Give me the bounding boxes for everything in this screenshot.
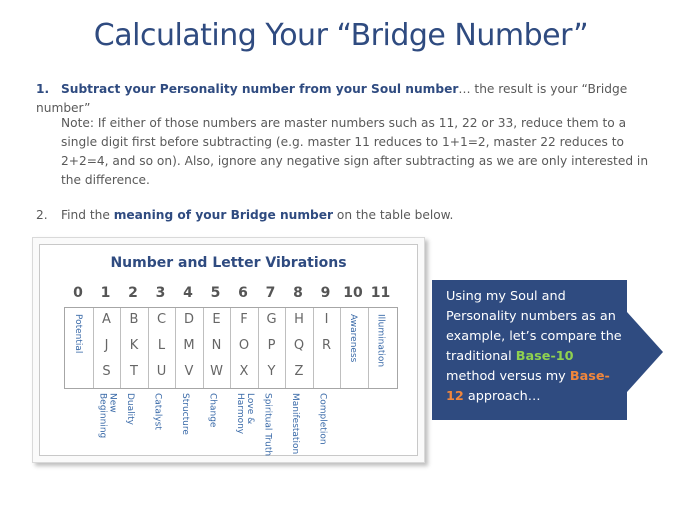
callout-base12: Base-12: [446, 369, 610, 404]
letter-X: X: [239, 364, 249, 379]
step-1-lead: Subtract your Personality number from your Soul number: [61, 82, 459, 96]
note-paragraph: Note: If either of those numbers are master numbers such as 11, 22 or 33, reduce them to a single digit first before subtracting (e.g. master 11 reduces to 1+1=2, master 22 reduces to 2+2=4, and so on). Also, ignore any negative sign after subtracting as we are only interested in the difference.: [61, 116, 649, 187]
letter-T: T: [130, 364, 138, 379]
digit-10: 10: [343, 285, 363, 301]
in-grid-label-awareness: Awareness: [348, 314, 358, 363]
digit-11: 11: [370, 285, 391, 301]
letter-C: C: [156, 312, 167, 327]
meaning-label: New Beginning: [97, 393, 118, 439]
callout-text: [446, 287, 626, 407]
digit-2: 2: [128, 285, 138, 301]
callout-arrow-icon: [627, 312, 663, 392]
step-2-number: 2.: [36, 208, 48, 222]
in-grid-label-illumination: Illumination: [375, 314, 386, 368]
callout-part-3: approach…: [463, 389, 541, 404]
letter-I: I: [324, 312, 329, 327]
letter-V: V: [184, 364, 194, 379]
step-1-number: 1.: [36, 82, 50, 96]
letter-Y: Y: [267, 364, 276, 379]
step-2-bold: meaning of your Bridge number: [113, 208, 334, 222]
column-divider: [368, 308, 369, 388]
letter-Q: Q: [293, 338, 305, 353]
letter-O: O: [238, 338, 250, 353]
meaning-label: Duality: [125, 393, 135, 426]
digit-row: [40, 285, 417, 303]
digit-6: 6: [238, 285, 248, 301]
letter-J: J: [104, 338, 109, 353]
callout-part-2: method versus my: [446, 369, 570, 384]
letter-K: K: [129, 338, 139, 353]
meaning-label: Change: [207, 393, 218, 428]
digit-0: 0: [73, 285, 83, 301]
letter-S: S: [102, 364, 111, 379]
meaning-label: Spiritual Truth: [262, 393, 273, 457]
callout-part-1: Using my Soul and Personality numbers as an example, let’s compare the traditional: [446, 289, 622, 364]
meaning-label: Manifestation: [290, 393, 300, 455]
letter-G: G: [266, 312, 277, 327]
table-title: Number and Letter Vibrations: [110, 255, 347, 271]
letter-N: N: [211, 338, 222, 353]
digit-3: 3: [155, 285, 166, 301]
callout-base10: Base-10: [515, 349, 574, 364]
in-grid-label-potential: Potential: [73, 314, 83, 354]
digit-8: 8: [293, 285, 303, 301]
meaning-label: Completion: [317, 393, 328, 445]
letter-W: W: [210, 364, 223, 379]
digit-5: 5: [210, 285, 221, 301]
letter-H: H: [294, 312, 304, 327]
digit-4: 4: [183, 285, 193, 301]
digit-7: 7: [265, 285, 276, 301]
vibrations-table-figure: [32, 237, 425, 463]
letter-B: B: [129, 312, 139, 327]
letter-E: E: [212, 312, 221, 327]
letter-U: U: [156, 364, 167, 379]
digit-1: 1: [100, 285, 111, 301]
meaning-label: Catalyst: [152, 393, 163, 430]
step-2-pre: Find the: [61, 208, 114, 222]
meaning-label: Love & Harmony: [235, 393, 255, 435]
letter-D: D: [183, 312, 194, 327]
column-divider: [340, 308, 341, 388]
letter-L: L: [157, 338, 166, 353]
letter-grid: [64, 307, 398, 389]
letter-M: M: [183, 338, 195, 353]
step-1: [36, 80, 656, 118]
letter-A: A: [102, 312, 111, 327]
letter-Z: Z: [294, 364, 304, 379]
letter-R: R: [321, 338, 332, 353]
meaning-label: Structure: [180, 393, 190, 435]
vibrations-table: [39, 244, 418, 456]
letter-P: P: [267, 338, 276, 353]
step-2-post: on the table below.: [333, 208, 454, 222]
letter-F: F: [240, 312, 248, 327]
step-2: [36, 206, 656, 225]
digit-9: 9: [320, 285, 331, 301]
slide-title: Calculating Your “Bridge Number”: [93, 18, 589, 53]
step-1-rest: … the result is your “Bridge number”: [36, 82, 628, 115]
